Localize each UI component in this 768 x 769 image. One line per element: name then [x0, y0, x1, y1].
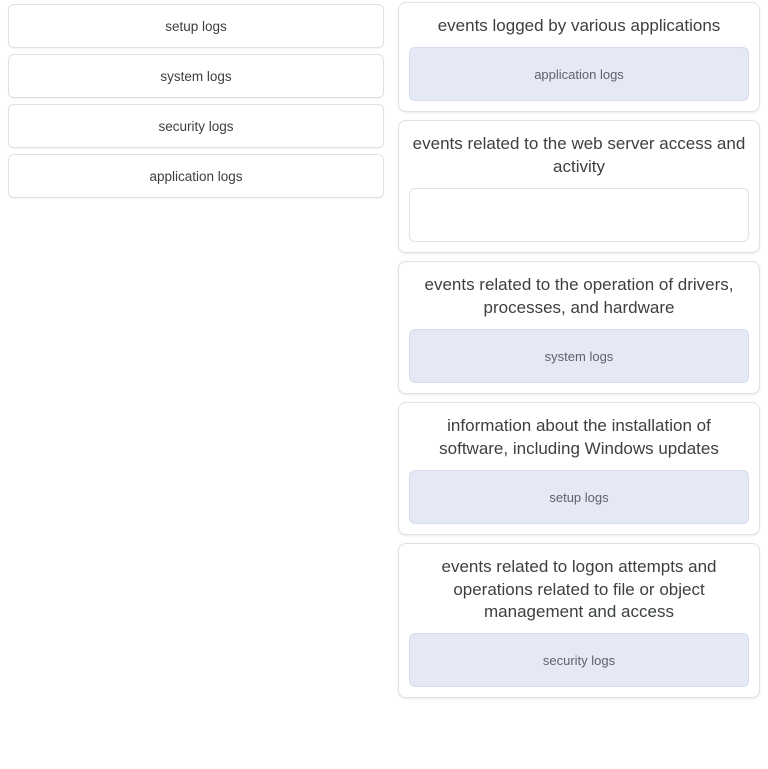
source-tile-setup-logs[interactable]: [8, 4, 384, 48]
target-card-list: [398, 2, 760, 706]
source-tile-security-logs[interactable]: [8, 104, 384, 148]
source-tile-label: application logs: [149, 168, 243, 184]
target-card: [398, 120, 760, 253]
dropzone[interactable]: [409, 47, 749, 101]
target-card: [398, 402, 760, 535]
target-card: [398, 2, 760, 112]
dropzone[interactable]: [409, 329, 749, 383]
target-card-prompt: events related to the operation of drivers, processes, and hardware: [424, 275, 734, 317]
dropzone[interactable]: [409, 188, 749, 242]
source-tile-list: [8, 4, 384, 204]
dropzone[interactable]: [409, 470, 749, 524]
source-tile-label: security logs: [158, 118, 234, 134]
target-card-prompt: events related to logon attempts and operations related to file or object management and access: [441, 557, 717, 621]
source-tile-label: system logs: [160, 68, 232, 84]
dropzone-answer-label: system logs: [544, 348, 614, 364]
target-card: [398, 261, 760, 394]
source-tile-system-logs[interactable]: [8, 54, 384, 98]
dropzone-answer-label: application logs: [534, 66, 624, 82]
dropzone[interactable]: [409, 633, 749, 687]
source-tile-application-logs[interactable]: [8, 154, 384, 198]
target-card-prompt: events related to the web server access and activity: [412, 134, 746, 176]
source-tile-label: setup logs: [165, 18, 227, 34]
target-card-prompt: events logged by various applications: [437, 16, 721, 35]
target-card: [398, 543, 760, 698]
target-card-prompt: information about the installation of software, including Windows updates: [439, 416, 719, 458]
dropzone-answer-label: security logs: [542, 652, 616, 668]
dropzone-answer-label: setup logs: [549, 489, 609, 505]
